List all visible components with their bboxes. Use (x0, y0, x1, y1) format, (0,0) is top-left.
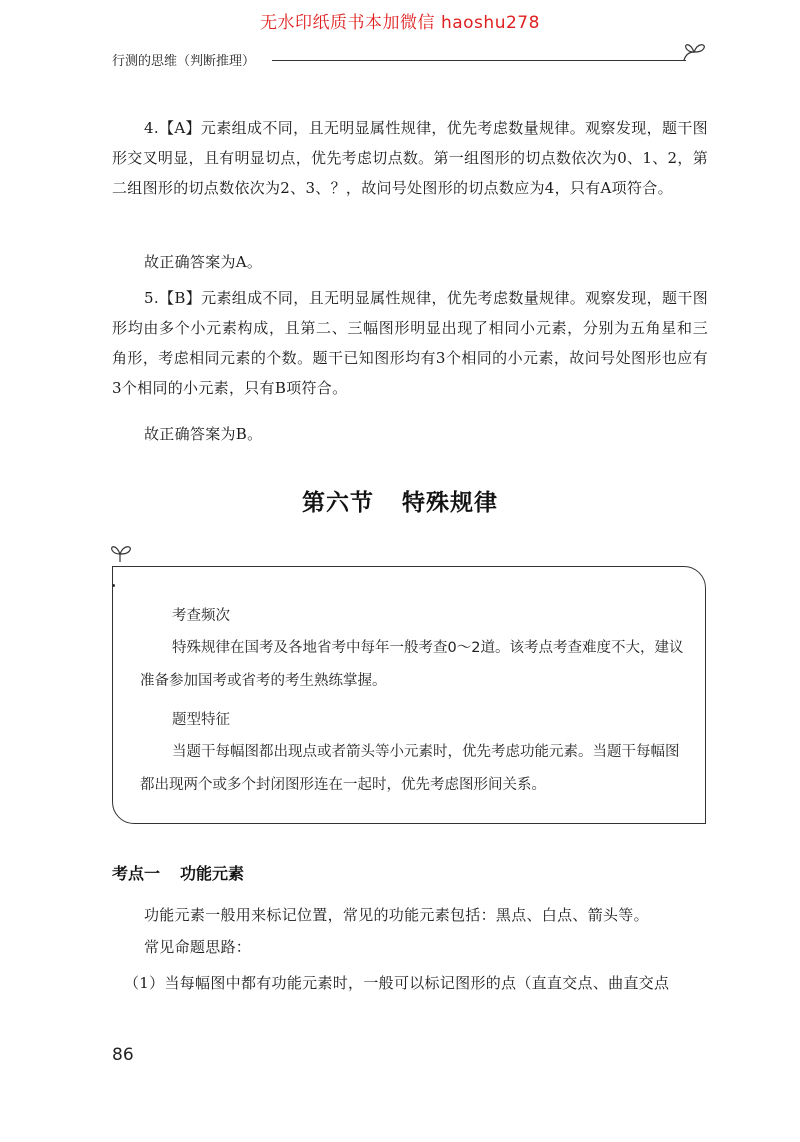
running-title: 行测的思维（判断推理） (112, 54, 256, 69)
keypoint-title (112, 861, 244, 884)
sprout-icon (106, 540, 136, 564)
header-rule (272, 60, 686, 61)
frequency-text: 特殊规律在国考及各地省考中每年一般考查0～2道。该考点考查难度不大，建议准备参加国考或省考的考生熟练掌握。 (140, 640, 684, 689)
feature-text: 当题干每幅图都出现点或者箭头等小元素时，优先考虑功能元素。当题干每幅图都出现两个或多个封闭图形连在一起时，优先考虑图形间关系。 (140, 744, 680, 793)
watermark-text: 无水印纸质书本加微信 haoshu278 (260, 13, 540, 33)
page-number: 86 (112, 1045, 134, 1065)
answer-explanation-4: 4.【A】元素组成不同，且无明显属性规律，优先考虑数量规律。观察发现，题干图形交叉明显，且有明显切点，优先考虑切点数。第一组图形的切点数依次为0、1、2，第二组图形的切点数依次为2、3、？，故问号处图形的切点数应为4，只有A项符合。 (112, 119, 708, 197)
keypoint-label: 考点一 (112, 864, 161, 883)
keypoint-intro: 功能元素一般用来标记位置，常见的功能元素包括：黑点、白点、箭头等。 (144, 906, 649, 924)
section-name: 特殊规律 (402, 490, 498, 516)
idea-item-1: （1）当每幅图中都有功能元素时，一般可以标记图形的点（直直交点、曲直交点 (124, 974, 670, 992)
sprout-icon (680, 38, 710, 62)
answer-conclusion-5: 故正确答案为B。 (144, 425, 263, 443)
ideas-heading: 常见命题思路： (144, 938, 252, 956)
section-number: 第六节 (302, 490, 374, 516)
frequency-heading: 考查频次 (172, 608, 230, 624)
answer-explanation-5: 5.【B】元素组成不同，且无明显属性规律，优先考虑数量规律。观察发现，题干图形均由多个小元素构成，且第二、三幅图形明显出现了相同小元素，分别为五角星和三角形，考虑相同元素的个数。题干已知图形均有3个相同的小元素，故问号处图形也应有3个相同的小元素，只有B项符合。 (112, 289, 708, 397)
keypoint-name: 功能元素 (180, 864, 245, 883)
info-box-marker (112, 584, 115, 587)
section-title (0, 484, 800, 517)
feature-heading: 题型特征 (172, 712, 230, 728)
answer-conclusion-4: 故正确答案为A。 (144, 253, 263, 271)
